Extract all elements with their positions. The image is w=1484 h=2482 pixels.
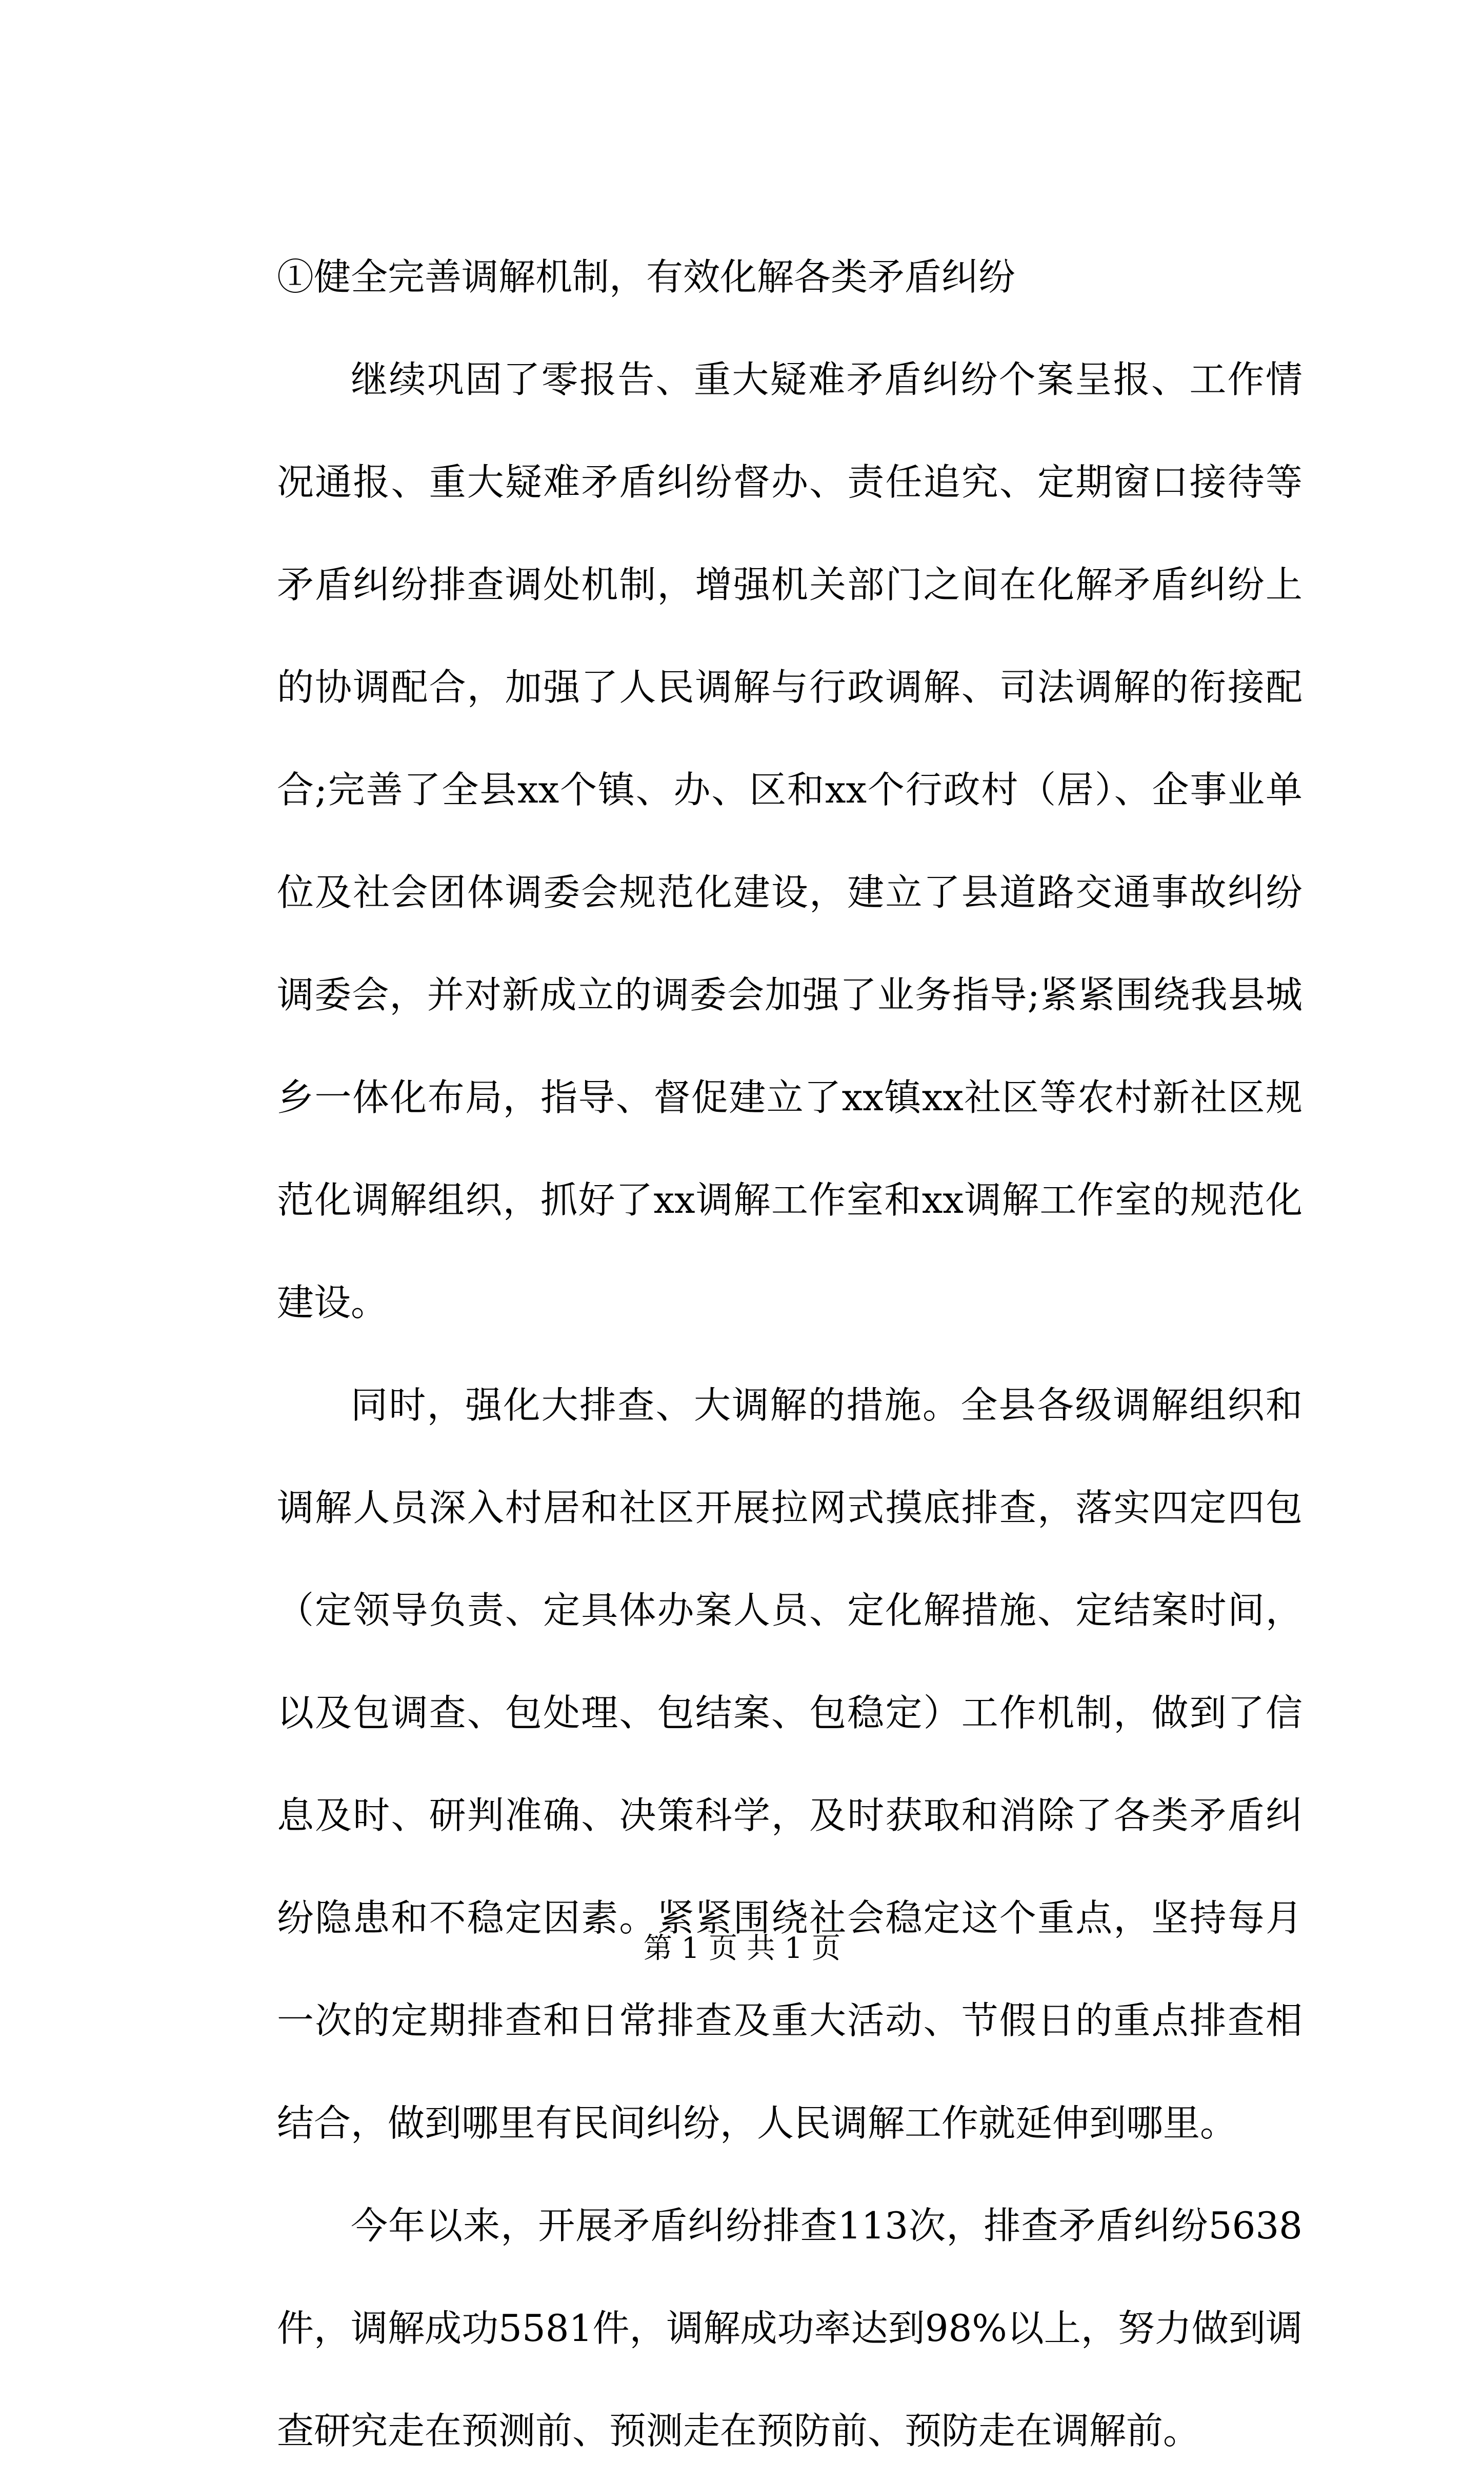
document-body [277, 226, 1302, 2482]
section-heading: ①健全完善调解机制，有效化解各类矛盾纠纷 [277, 255, 1016, 298]
paragraph-statistics: 今年以来，开展矛盾纠纷排查113次，排查矛盾纠纷5638件，调解成功5581件，调解成功率达到98%以上，努力做到调查研究走在预测前、预测走在预防前、预防走在调解前。 [277, 2204, 1302, 2452]
page-footer: 第 1 页 共 1 页 [643, 1932, 841, 1965]
paragraph-investigation: 同时，强化大排查、大调解的措施。全县各级调解组织和调解人员深入村居和社区开展拉网式摸底排查，落实四定四包（定领导负责、定具体办案人员、定化解措施、定结案时间，以及包调查、包处理、包结案、包稳定）工作机制，做到了信息及时、研判准确、决策科学，及时获取和消除了各类矛盾纠纷隐患和不稳定因素。紧紧围绕社会稳定这个重点，坚持每月一次的定期排查和日常排查及重大活动、节假日的重点排查相结合，做到哪里有民间纠纷，人民调解工作就延伸到哪里。 [277, 1384, 1302, 2145]
paragraph-mechanism: 继续巩固了零报告、重大疑难矛盾纠纷个案呈报、工作情况通报、重大疑难矛盾纠纷督办、责任追究、定期窗口接待等矛盾纠纷排查调处机制，增强机关部门之间在化解矛盾纠纷上的协调配合，加强了人民调解与行政调解、司法调解的衔接配合;完善了全县xx个镇、办、区和xx个行政村（居）、企事业单位及社会团体调委会规范化建设，建立了县道路交通事故纠纷调委会，并对新成立的调委会加强了业务指导;紧紧围绕我县城乡一体化布局，指导、督促建立了xx镇xx社区等农村新社区规范化调解组织，抓好了xx调解工作室和xx调解工作室的规范化建设。 [277, 358, 1302, 1324]
